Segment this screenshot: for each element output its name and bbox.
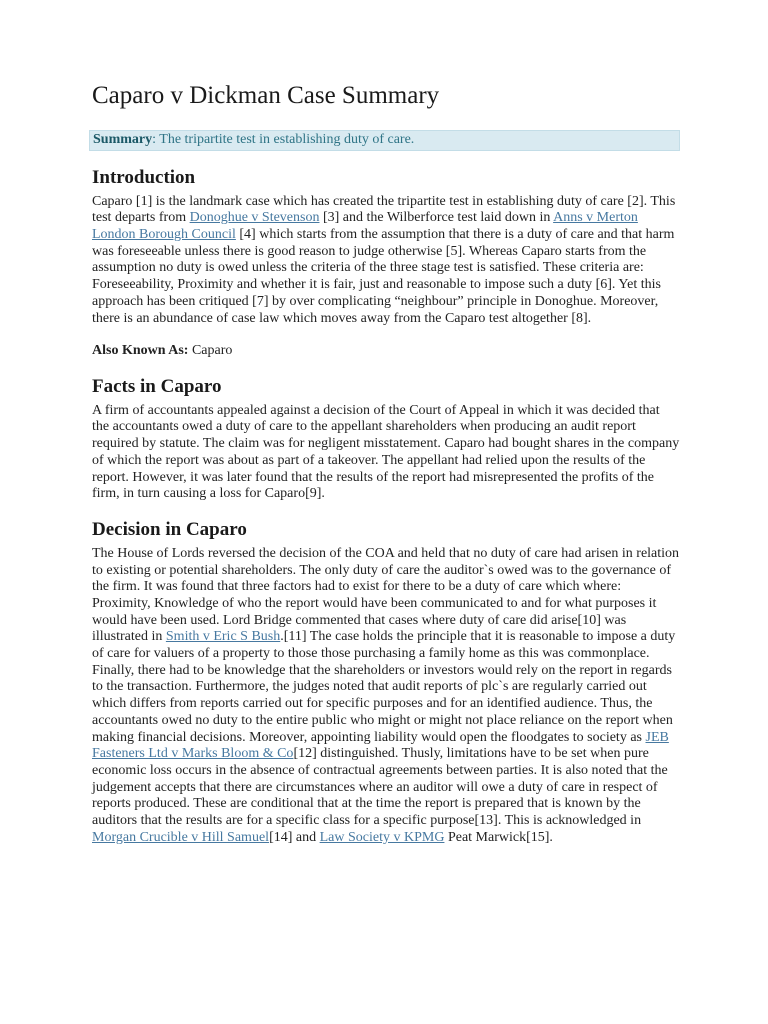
document-title: Caparo v Dickman Case Summary xyxy=(92,82,440,109)
text-run: .[11] The case holds the principle that it is reasonable to impose a duty of care for valuers of a property to those those purchasing a family home as this was commonplace. Finally, there had to be knowledge that the shareholders or investors would rely on the report in regards to the transaction. Furthermore, the judges noted that audit reports of plc`s are regularly carried out which differs from reports carried out for specific purposes and for an identified audience. Thus, the accountants owed no duty to the entire public who might or might not place reliance on the report when making financial decisions. Moreover, appointing liability would open the floodgates to society as xyxy=(92,629,676,745)
summary-highlight xyxy=(89,130,680,151)
text-run: [14] and xyxy=(269,829,320,845)
paragraph xyxy=(92,546,680,847)
summary-text: : The tripartite test in establishing duty of care. xyxy=(152,131,415,147)
text-run: [12] distinguished. Thusly, limitations have to be set when pure economic loss occurs in the absence of contractual agreements between parties. It is also noted that the judgement accepts that there are circumstances where an auditor will owe a duty of care in respect of reports produced. These are conditional that at the time the report is prepared that is known by the auditors that the results are for a specific class for a specific purpose[13]. This is acknowledged in xyxy=(92,746,668,829)
case-link[interactable]: Anns v Merton London Borough Council xyxy=(92,210,638,242)
text-run: Caparo [1] is the landmark case which has created the tripartite test in establishing duty of care [2]. This test departs from xyxy=(92,193,676,226)
paragraph xyxy=(92,194,680,328)
text-run: [4] which starts from the assumption that there is a duty of care and that harm was foreseeable unless there is good reason to judge otherwise [5]. Whereas Caparo starts from the assumption no duty is owed unless the criteria of the three stage test is satisfied. These criteria are: Foreseeability, Proximity and whether it is fair, just and reasonable to impose such a duty [6]. Yet this approach has been critiqued [7] by over complicating “neighbour” principle in Donoghue. Moreover, there is an abundance of case law which moves away from the Caparo test altogether [8]. xyxy=(92,227,675,326)
text-run: A firm of accountants appealed against a decision of the Court of Appeal in which it was decided that the accountants owed a duty of care to the appellant shareholders when producing an audit report required by statute. The claim was for negligent misstatement. Caparo had bought shares in the company of which the report was about as part of a takeover. The appellant had relied upon the results of the report. However, it was later found that the results of the report had misrepresented the profits of the firm, in turn causing a loss for Caparo[9]. xyxy=(92,402,680,502)
also-known-as xyxy=(92,343,680,360)
section-heading: Decision in Caparo xyxy=(92,518,247,540)
document-content xyxy=(92,82,680,846)
case-link[interactable]: Smith v Eric S Bush xyxy=(165,629,281,645)
section-heading: Introduction xyxy=(92,166,196,188)
also-known-as-value: Caparo xyxy=(188,343,233,359)
text-run: The House of Lords reversed the decision of the COA and held that no duty of care had arisen in relation to existing or potential shareholders. The only duty of care the auditor`s owed was to the governance of the firm. It was found that three factors had to exist for there to be a duty of care which where: Proximity, Knowledge of who the report would have been communicated to and for what purposes it would have been used. Lord Bridge commented that cases where duty of care did arise[10] was illustrated in xyxy=(92,545,680,645)
document-body xyxy=(92,167,680,847)
case-link[interactable]: Donoghue v Stevenson xyxy=(189,210,320,226)
also-known-as-label: Also Known As: xyxy=(92,343,189,359)
section-heading: Facts in Caparo xyxy=(92,375,222,397)
case-link[interactable]: Law Society v KPMG xyxy=(319,829,445,845)
paragraph xyxy=(92,403,680,503)
case-link[interactable]: JEB Fasteners Ltd v Marks Bloom & Co xyxy=(92,729,669,762)
text-run: [3] and the Wilberforce test laid down in xyxy=(319,210,554,226)
case-link[interactable]: Morgan Crucible v Hill Samuel xyxy=(92,829,270,845)
text-run: Peat Marwick[15]. xyxy=(444,829,553,845)
summary-label: Summary xyxy=(93,131,153,147)
